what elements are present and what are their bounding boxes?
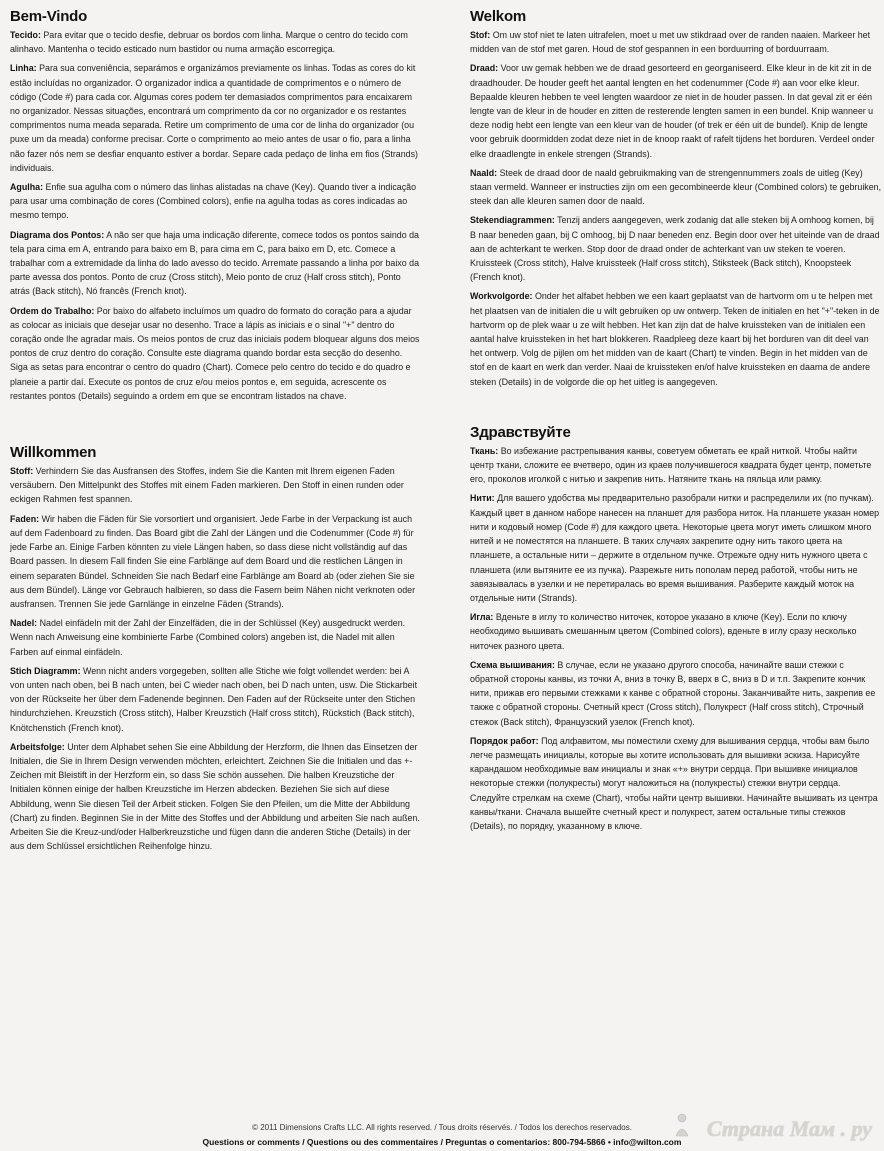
left-column: [10, 6, 422, 858]
instruction-thread: Draad: Voor uw gemak hebben we de draad gesorteerd en georganiseerd. Elke kleur in de kit zit in de draadhouder. De houder geeft het aantal lengten en het codenummer (Code #) aan voor elke kleur. Bepaalde kleuren hebben te veel lengten waardoor ze niet in de houder passen. In dat geval zit er één lengte van de kleur in de houder en zitten de resterende lengten samen in een bundel. Knip wanneer u deze nodig hebt een lengte van een kleur van de houder (of trek er één uit de bundel). Knip de lengte voor gebruik doormidden zodat deze niet in de knoop raakt of rafelt tijdens het borduren. Verdeel onder elke draadlengte in enkele strengen (Strands).: [470, 63, 875, 159]
section-heading: Здравствуйте: [470, 423, 571, 441]
section-heading: Willkommen: [10, 444, 97, 462]
dutch-section: [470, 8, 882, 389]
instruction-thread: Нити: Для вашего удобства мы предварительно разобрали нитки и распределили их (по пучкам). Каждый цвет в данном наборе нанесен на планшет для разбора ниток. На планшете указан номер нити и кодовый номер (Code #) для каждого цвета. Некоторые цвета могут иметь слишком много нитей и не поместятся на планшете. В таких случаях закрепите одну нить такого цвета на планшете, а остальные нити – держите в отдельном пучке. Отрежьте одну нить нужного цвета с планшета (или вытяните ее из пучка). Разрежьте нить пополам перед работой, чтобы нить не завязывалась в узелки и не перетиралась во время вышивания. Разберите каждый моток на отдельные нити (Strands).: [470, 493, 880, 603]
watermark: Страна Мам . ру: [706, 1116, 872, 1141]
instruction-work-order: Arbeitsfolge: Unter dem Alphabet sehen Sie eine Abbildung der Herzform, die Ihnen das Einsetzen der Initialen, die Sie in Ihrem Design verwenden möchten, erleichtert. Zeichnen Sie die Initialen und das +-Zeichen mit Bleistift in der Herzform ein, so dass Sie schön aussehen. Die halben Kreuzstiche der Initialen können einige der halben Kreuzstiche im Herzen abdecken. Beziehen Sie sich auf diese Abbildung, wenn Sie diesen Teil der Arbeit sticken. Folgen Sie den Pfeilen, um die Mitte der Abbildung (Chart) zu finden. Beginnen Sie in der Mitte des Stoffes und der Abbildung und arbeiten Sie nach außen. Arbeiten Sie die Kreuz-und/oder Halberkreuzstiche und fügen dann die anderen Stiche (Details) in der aus dem Schlüssel ersichtlichen Reihenfolge hinzu.: [10, 741, 420, 852]
instruction-stitch-diagram: Diagrama dos Pontos: A não ser que haja uma indicação diferente, comece todos os pontos saindo da tela para cima em A, entrando para baixo em B, para cima em C, para baixo em D, etc. Comece a trabalhar com a extremidade da linha do lado avesso do tecido. Arremate passando a linha por baixo da parte avessa dos pontos. Ponto de cruz (Cross stitch), Meio ponto de cruz (Half cross stitch), Ponto atrás (Back stitch), Nó francês (French knot).: [10, 229, 419, 297]
instruction-thread: Linha: Para sua conveniência, separámos e organizámos previamente os linhas. Todas as cores do kit estão incluídas no organizador. O organizador indica a quantidade de comprimentos e o número de código (Code #) para cada cor. Algumas cores podem ter demasiados comprimentos para encaixarem no organizador. Nessas situações, encontrará um comprimento da cor no organizador e os restantes comprimentos numa meada separada. Retire um comprimento de uma cor de linha do organizador (ou puxe um da meada) conforme precisar. Corte o comprimento ao meio antes de usar o fio, para a linha não fazer nós nem se desfiar enquanto estiver a bordar. Separe cada pedaço de linha em fios (Strands) individuais.: [10, 63, 419, 173]
instruction-stitch-diagram: Stich Diagramm: Wenn nicht anders vorgegeben, sollten alle Stiche wie folgt vollendet werden: bei A von unten nach oben, bei B nach unten, bei C wieder nach oben, bei D nach unten, usw. Die Stickarbeit von der Rückseite her über dem Fadenende beginnen. Den Faden auf der Rückseite unter den Stichen hindurchziehen. Kreuzstich (Cross stitch), Halber Kreuzstich (Half cross stitch), Rückstich (Back stitch), Knötchenstich (French knot).: [10, 665, 418, 733]
instruction-work-order: Workvolgorde: Onder het alfabet hebben we een kaart geplaatst van de hartvorm om u te helpen met het plaatsen van de initialen die u wilt gebruiken op uw ontwerp. Teken de initialen en het "+"-teken in de hartvorm op de plek waar u ze wilt hebben. Het kan zijn dat de halve kruissteken van de initialen een aantal halve kruissteken in het hart blokkeren. Raadpleeg deze kaart bij het borduren van dit deel van het ontwerp. Volg de pijlen om het midden van de kaart (Chart) te vinden. Begin in het midden van de stof en de kaart en werk dan verder. Naai de kruissteken en/of halve kruissteken en daarna de andere steken (Details) in de volgorde die op het uitleg is aangegeven.: [470, 291, 880, 387]
instruction-work-order: Ordem do Trabalho: Por baixo do alfabeto incluímos um quadro do formato do coração para a ajudar as colocar as iniciais que desejar usar no desenho. Trace a lápis as iniciais e o sinal "+" dentro do coração onde lhe agradar mais. Os meios pontos de cruz das iniciais podem bloquear alguns dos meios pontos de cruz dentro do coração. Consulte este diagrama quando bordar esta secção do desenho. Siga as setas para encontrar o centro do quadro (Chart). Comece pelo centro do tecido e do quadro e planeie a partir daí. Execute os pontos de cruz e/ou meios pontos e, em seguida, acrescente os restantes pontos (Details) seguindo a ordem em que se encontram listados na chave.: [10, 305, 420, 401]
instruction-needle: Игла: Вденьте в иглу то количество ниточек, которое указано в ключе (Key). Если по ключу необходимо вышивать смешанным цветом (Combined colors), вденьте в иглу сразу несколько ниточек разного цвета.: [470, 612, 857, 651]
portuguese-section: [10, 8, 422, 403]
instruction-work-order: Порядок работ: Под алфавитом, мы поместили схему для вышивания сердца, чтобы вам было легче размещать инициалы, которые вы хотите использовать для вышивки эскиза. Нарисуйте карандашом необходимые вам инициалы и знак «+» внутри сердца. При вышивке инициалов некоторые стежки (полукресты) могут наложиться на (полукресты) стежки внутри сердца. Следуйте стрелкам на схеме (Chart), чтобы найти центр вышивки. Начинайте вышивать из центра канвы/ткани. Сначала вышейте счетный крест и полукрест, затем остальные типы стежков (Details), по порядку, указанному в ключе.: [470, 735, 878, 831]
instruction-stitch-diagram: Stekendiagrammen: Tenzij anders aangegeven, werk zodanig dat alle steken bij A omhoog komen, bij B naar beneden gaan, bij C omhoog, bij D naar beneden enz. Begin door over het uiteinde van de draad aan de achterkant te werken. Stop door de draad onder de achterkant van uw steken te voeren. Kruissteek (Cross stitch), Halve kruissteek (Half cross stitch), Stiksteek (Back stitch), Knoopsteek (French knot).: [470, 215, 880, 283]
watermark-logo-icon: [672, 1112, 692, 1138]
section-heading: Bem-Vindo: [10, 8, 88, 25]
german-section: [10, 444, 422, 853]
instruction-stitch-diagram: Схема вышивания: В случае, если не указано другого способа, начинайте ваши стежки с обратной стороны канвы, из точки А, вниз в точку В, вверх в С, вниз в D и т.п. Закрепите кончик нити, прижав его первыми стежками к канве с обратной стороны. Заканчивайте нить, закрепив ее также с обратной стороны. Счетный крест (Cross stitch), Полукрест (Half cross stitch), Строчный стежок (Back stitch), Французский узелок (French knot).: [470, 659, 876, 727]
contact-line: Questions or comments / Questions ou des commentaires / Preguntas o comentarios: 800-794-5866 • info@wilton.com: [202, 1137, 682, 1147]
instruction-thread: Faden: Wir haben die Fäden für Sie vorsortiert und organisiert. Jede Farbe in der Verpackung ist auch auf dem Fadenboard zu finden. Das Board gibt die Zahl der Längen und die Codenummer (Code #) für jede Farbe an. Einige Farben könnten zu viele Längen haben, so dass diese nicht vollständig auf das Board passen. In diesem Fall finden Sie eine Farblänge auf dem Board und die restlichen Längen in einem separaten Bündel. Schneiden Sie nach Bedarf eine Farblänge am Board ab (oder ziehen Sie sie aus dem Bündel). Länge vor Gebrauch halbieren, so dass die Fasern beim Nähen nicht verknoten oder ausfransen. Trennen Sie jede Garnlänge in einzelne Fäden (Strands).: [10, 513, 416, 609]
instruction-fabric: Stof: Om uw stof niet te laten uitrafelen, moet u met uw stikdraad over de randen naaien. Markeer het midden van de stof met garen. Houd de stof gespannen in een borduurring of borduurraam.: [470, 30, 871, 55]
instruction-needle: Agulha: Enfie sua agulha com o número das linhas alistadas na chave (Key). Quando tiver a indicação para usar uma combinação de cores (Combined colors), enfie na agulha todas as cores indicadas ao mesmo tempo.: [10, 182, 417, 221]
instruction-fabric: Stoff: Verhindern Sie das Ausfransen des Stoffes, indem Sie die Kanten mit Ihrem eigenen Faden versäubern. Den Mittelpunkt des Stoffes mit einem Faden markieren. Den Stoff in einen runden oder eckigen Rahmen fest spannen.: [10, 466, 404, 505]
right-column: [470, 6, 882, 838]
copyright-line: © 2011 Dimensions Crafts LLC. All rights reserved. / Tous droits réservés. / Todos los derechos reservados.: [252, 1123, 632, 1132]
instruction-needle: Naald: Steek de draad door de naald gebruikmaking van de strengennummers zoals de uitleg (Key) staan vermeld. Wanneer er instructies zijn om een gecombineerde kleur (Combined colors) te gebruiken, steek dan alle kleuren samen door de naald.: [470, 167, 882, 207]
section-heading: Welkom: [470, 8, 527, 25]
russian-section: [470, 424, 882, 833]
instruction-fabric: Tecido: Para evitar que o tecido desfie, debruar os bordos com linha. Marque o centro do tecido com alinhavo. Mantenha o tecido esticado num bastidor ou numa armação escorregiça.: [10, 30, 408, 55]
instruction-needle: Nadel: Nadel einfädeln mit der Zahl der Einzelfäden, die in der Schlüssel (Key) ausgedruckt werden. Wenn nach Anweisung eine kombinierte Farbe (Combined colors) angeben ist, die Nadel mit allen Farben auf einmal einfädeln.: [10, 618, 406, 657]
instruction-fabric: Ткань: Во избежание растрепывания канвы, советуем обметать ее край ниткой. Чтобы найти центр ткани, сложите ее вчетверо, один из краев получившегося квадрата будет центр, пометьте его, проколов иголкой с нитью и закрепив нить. Натяните ткань на пяльца или рамку.: [470, 445, 872, 485]
